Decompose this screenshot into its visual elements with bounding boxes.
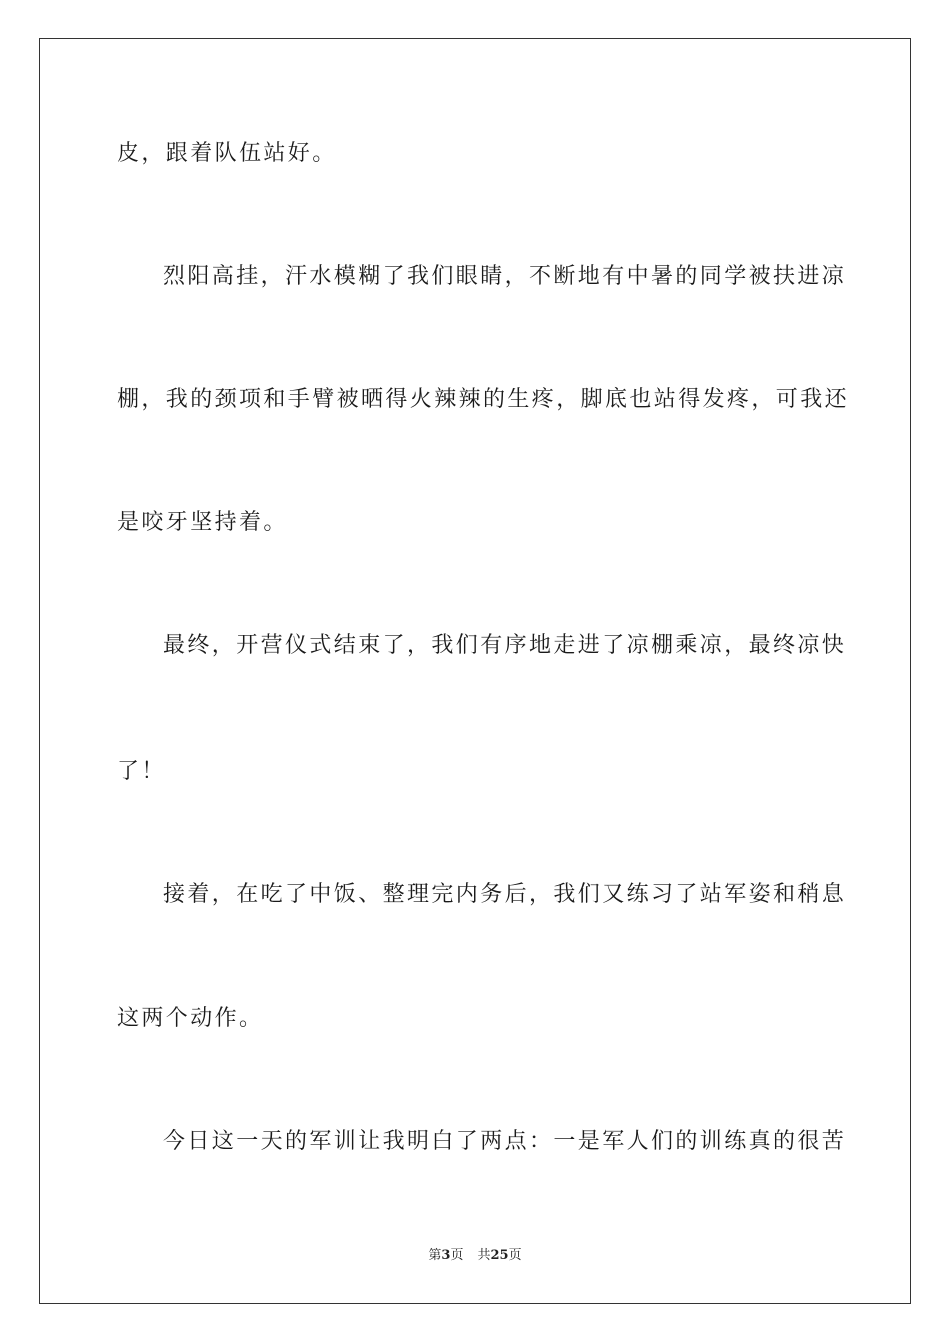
text-line: 今日这一天的军训让我明白了两点：一是军人们的训练真的很苦 bbox=[163, 1129, 847, 1154]
text-line: 这两个动作。 bbox=[117, 1006, 264, 1031]
page-prefix: 第 bbox=[428, 1248, 442, 1263]
page-border bbox=[39, 38, 911, 1304]
page-suffix: 页 bbox=[450, 1248, 464, 1263]
total-prefix: 共 bbox=[477, 1248, 491, 1263]
text-line: 烈阳高挂，汗水模糊了我们眼睛，不断地有中暑的同学被扶进凉 bbox=[163, 264, 847, 289]
total-pages: 25 bbox=[490, 1248, 509, 1263]
text-line: 接着，在吃了中饭、整理完内务后，我们又练习了站军姿和稍息 bbox=[163, 882, 847, 907]
total-suffix: 页 bbox=[508, 1248, 522, 1263]
page-footer bbox=[0, 1247, 950, 1265]
text-line: 皮，跟着队伍站好。 bbox=[117, 141, 337, 166]
page-number: 3 bbox=[441, 1248, 451, 1263]
text-line: 了！ bbox=[117, 759, 166, 784]
text-line: 是咬牙坚持着。 bbox=[117, 510, 288, 535]
text-line: 最终，开营仪式结束了，我们有序地走进了凉棚乘凉，最终凉快 bbox=[163, 633, 847, 658]
text-line: 棚，我的颈项和手臂被晒得火辣辣的生疼，脚底也站得发疼，可我还 bbox=[117, 387, 850, 412]
